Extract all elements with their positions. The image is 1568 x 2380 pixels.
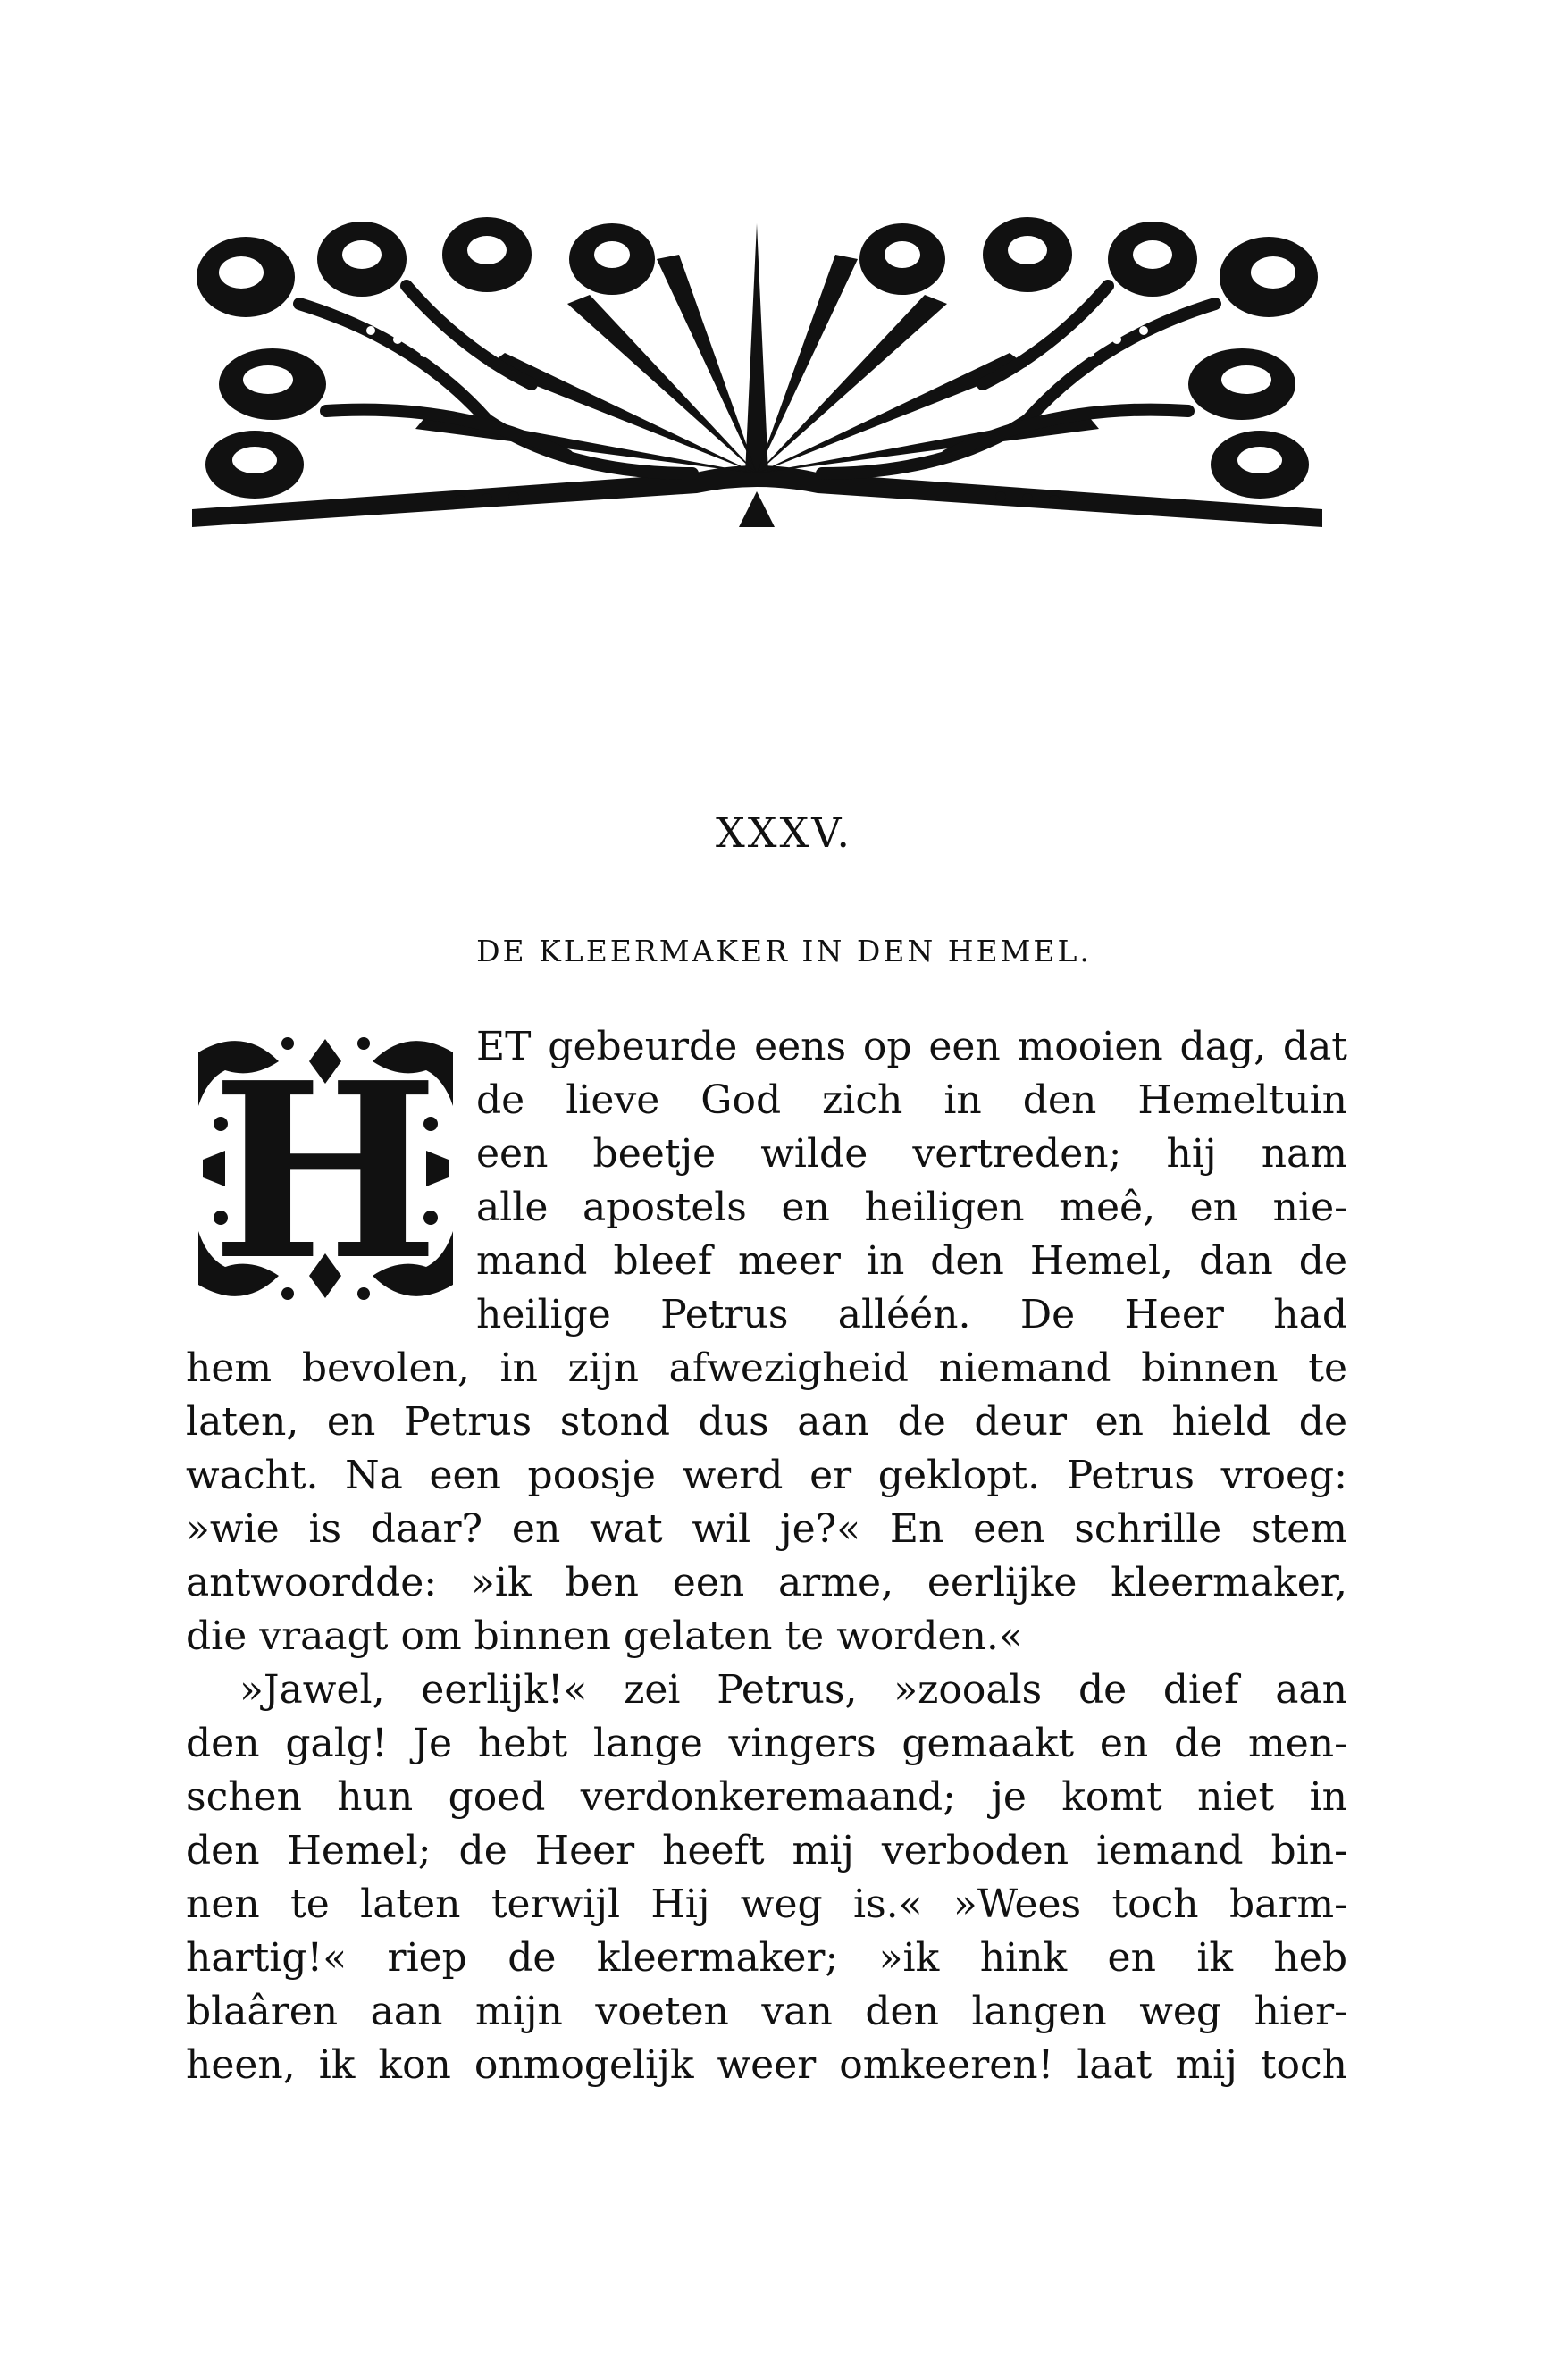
initial-letter: H <box>211 1029 440 1312</box>
text-line: hartig!« riep de kleermaker; »ik hink en ik heb <box>186 1935 1347 1981</box>
ornamental-headpiece-icon <box>192 205 1322 536</box>
text-line: hem bevolen, in zijn afwezigheid niemand binnen te <box>186 1345 1347 1391</box>
text-line: laten, en Petrus stond dus aan de deur en hield de <box>186 1399 1347 1445</box>
chapter-title: DE KLEERMAKER IN DEN HEMEL. <box>476 934 1092 968</box>
text-line: »wie is daar? en wat wil je?« En een schrille stem <box>186 1506 1347 1552</box>
text-line: een beetje wilde vertreden; hij nam <box>476 1131 1347 1177</box>
body-text <box>186 1020 1347 2092</box>
text-line: nen te laten terwijl Hij weg is.« »Wees toch barm- <box>186 1881 1347 1927</box>
text-line: den Hemel; de Heer heeft mij verboden iemand bin- <box>186 1828 1347 1873</box>
text-line: »Jawel, eerlijk!« zei Petrus, »zooals de dief aan <box>239 1667 1347 1713</box>
text-line: wacht. Na een poosje werd er geklopt. Petrus vroeg: <box>186 1453 1347 1498</box>
text-line: den galg! Je hebt lange vingers gemaakt en de men- <box>186 1721 1347 1766</box>
text-line: ET gebeurde eens op een mooien dag, dat <box>476 1024 1347 1069</box>
text-line: schen hun goed verdonkeremaand; je komt niet in <box>186 1774 1347 1820</box>
text-line: blaâren aan mijn voeten van den langen weg hier- <box>186 1989 1347 2034</box>
text-line: heen, ik kon onmogelijk weer omkeeren! laat mij toch <box>186 2042 1347 2088</box>
text-line: antwoordde: »ik ben een arme, eerlijke kleermaker, <box>186 1560 1347 1605</box>
text-line: heilige Petrus alléén. De Heer had <box>476 1292 1347 1337</box>
text-line: mand bleef meer in den Hemel, dan de <box>476 1238 1347 1284</box>
chapter-number: XXXV. <box>715 809 853 857</box>
text-line: alle apostels en heiligen meê, en nie- <box>476 1185 1347 1230</box>
text-line: de lieve God zich in den Hemeltuin <box>476 1077 1347 1123</box>
text-line: die vraagt om binnen gelaten te worden.« <box>186 1613 1023 1659</box>
